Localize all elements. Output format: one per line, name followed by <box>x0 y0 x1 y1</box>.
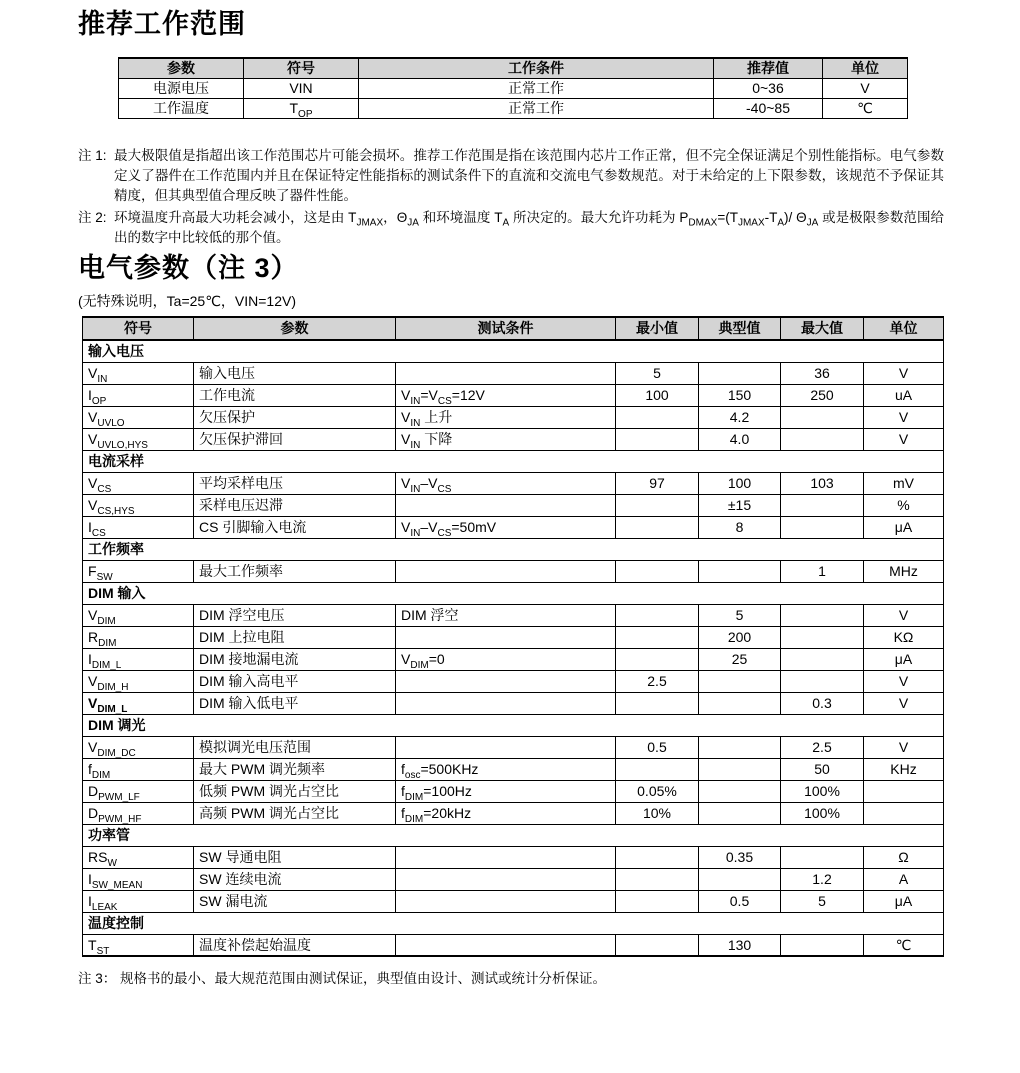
symbol-cell: $F_{SW}$ <box>83 560 194 582</box>
condition-cell: $V_{DIM}=0$ <box>396 648 616 670</box>
section-label-cell: 功率管 <box>83 824 944 846</box>
note-2-text: 环境温度升高最大功耗会减小，这是由 $T_{JMAX}$，$\Theta_{JA}$ 和环境温度 $T_A$ 所决定的。最大允许功耗为 $P_{DMAX}=(T_{JMAX}-T_A)/$ $\Theta_{JA}$ 或是极限参数范围给出的数字中比较低的那个值。 <box>114 210 944 245</box>
param-cell: SW 连续电流 <box>194 868 396 890</box>
section-row <box>83 538 944 560</box>
max-cell <box>781 648 864 670</box>
unit-cell: V <box>864 604 944 626</box>
column-header: 符号 <box>83 317 194 340</box>
param-cell: DIM 输入低电平 <box>194 692 396 714</box>
section-row <box>83 582 944 604</box>
condition-cell: $V_{IN}$ 下降 <box>396 428 616 450</box>
column-header: 工作条件 <box>359 58 714 79</box>
symbol-cell: $V_{DIM}$ <box>83 604 194 626</box>
param-cell: DIM 上拉电阻 <box>194 626 396 648</box>
min-cell: 0.05% <box>616 780 699 802</box>
param-cell: 最大工作频率 <box>194 560 396 582</box>
max-cell: 100% <box>781 780 864 802</box>
param-cell: 温度补偿起始温度 <box>194 934 396 956</box>
test-conditions-subtitle: (无特殊说明，Ta=25℃，VIN=12V) <box>78 293 297 309</box>
unit-cell <box>864 802 944 824</box>
condition-cell <box>396 670 616 692</box>
symbol-cell: $f_{DIM}$ <box>83 758 194 780</box>
typ-cell: 8 <box>699 516 781 538</box>
symbol-cell: $I_{DIM\_L}$ <box>83 648 194 670</box>
unit-cell: V <box>864 736 944 758</box>
min-cell <box>616 626 699 648</box>
table-row <box>83 692 944 714</box>
typ-cell: ±15 <box>699 494 781 516</box>
table-row <box>83 384 944 406</box>
symbol-cell: VIN <box>244 79 359 99</box>
unit-cell: V <box>864 692 944 714</box>
table-row <box>83 890 944 912</box>
unit-cell: Ω <box>864 846 944 868</box>
symbol-cell: $V_{DIM\_DC}$ <box>83 736 194 758</box>
electrical-parameters-table <box>82 316 944 957</box>
typ-cell <box>699 780 781 802</box>
typ-cell <box>699 362 781 384</box>
typ-cell: 25 <box>699 648 781 670</box>
unit-cell: μA <box>864 516 944 538</box>
value-cell: 0~36 <box>714 79 823 99</box>
min-cell <box>616 934 699 956</box>
param-cell: 采样电压迟滞 <box>194 494 396 516</box>
max-cell: 1.2 <box>781 868 864 890</box>
min-cell: 100 <box>616 384 699 406</box>
max-cell <box>781 626 864 648</box>
typ-cell: 0.35 <box>699 846 781 868</box>
typ-cell <box>699 692 781 714</box>
section-row <box>83 714 944 736</box>
max-cell <box>781 516 864 538</box>
min-cell <box>616 560 699 582</box>
condition-cell <box>396 890 616 912</box>
min-cell: 2.5 <box>616 670 699 692</box>
column-header: 推荐值 <box>714 58 823 79</box>
condition-cell: $V_{IN}-V_{CS}=50mV$ <box>396 516 616 538</box>
section-label-cell: DIM 输入 <box>83 582 944 604</box>
note-3-text: 规格书的最小、最大规范范围由测试保证，典型值由设计、测试或统计分析保证。 <box>120 971 606 986</box>
condition-cell <box>396 934 616 956</box>
table-row <box>83 780 944 802</box>
min-cell: 0.5 <box>616 736 699 758</box>
symbol-cell: $I_{SW\_MEAN}$ <box>83 868 194 890</box>
symbol-cell: $D_{PWM\_LF}$ <box>83 780 194 802</box>
unit-cell: μA <box>864 648 944 670</box>
note-1-label: 注 1: <box>78 148 107 163</box>
table-row <box>83 802 944 824</box>
max-cell: 2.5 <box>781 736 864 758</box>
table-row <box>83 516 944 538</box>
unit-cell: KΩ <box>864 626 944 648</box>
typ-cell: 4.2 <box>699 406 781 428</box>
symbol-cell: $V_{UVLO,HYS}$ <box>83 428 194 450</box>
param-cell: 工作温度 <box>119 99 244 119</box>
table-row <box>83 560 944 582</box>
param-cell: 低频 PWM 调光占空比 <box>194 780 396 802</box>
condition-cell <box>396 736 616 758</box>
symbol-cell: $I_{CS}$ <box>83 516 194 538</box>
condition-cell: $V_{IN}=V_{CS}=12V$ <box>396 384 616 406</box>
symbol-cell: $I_{OP}$ <box>83 384 194 406</box>
column-header: 符号 <box>244 58 359 79</box>
param-cell: 输入电压 <box>194 362 396 384</box>
typ-cell: 4.0 <box>699 428 781 450</box>
column-header: 测试条件 <box>396 317 616 340</box>
section-label-cell: 输入电压 <box>83 340 944 362</box>
condition-cell <box>396 626 616 648</box>
section2-title: 电气参数（注 3） <box>78 253 299 283</box>
column-header: 典型值 <box>699 317 781 340</box>
condition-cell: $f_{DIM}=100Hz$ <box>396 780 616 802</box>
table1-header-row <box>119 58 908 79</box>
table2-header-row <box>83 317 944 340</box>
section-row <box>83 824 944 846</box>
column-header: 最大值 <box>781 317 864 340</box>
symbol-cell: $R_{DIM}$ <box>83 626 194 648</box>
symbol-cell: $V_{IN}$ <box>83 362 194 384</box>
max-cell: 250 <box>781 384 864 406</box>
max-cell <box>781 406 864 428</box>
table-row <box>83 494 944 516</box>
table-row <box>83 736 944 758</box>
unit-cell: V <box>823 79 908 99</box>
max-cell <box>781 428 864 450</box>
condition-cell <box>396 868 616 890</box>
max-cell: 100% <box>781 802 864 824</box>
typ-cell: 130 <box>699 934 781 956</box>
param-cell: 最大 PWM 调光频率 <box>194 758 396 780</box>
typ-cell: 150 <box>699 384 781 406</box>
symbol-cell: $V_{DIM\_H}$ <box>83 670 194 692</box>
condition-cell: 正常工作 <box>359 79 714 99</box>
max-cell <box>781 670 864 692</box>
table-row <box>83 428 944 450</box>
table-row <box>83 626 944 648</box>
symbol-cell: $I_{LEAK}$ <box>83 890 194 912</box>
unit-cell: V <box>864 428 944 450</box>
notes-block <box>78 146 944 248</box>
max-cell: 50 <box>781 758 864 780</box>
condition-cell: $V_{IN}$ 上升 <box>396 406 616 428</box>
symbol-cell: $V_{CS,HYS}$ <box>83 494 194 516</box>
typ-cell <box>699 758 781 780</box>
symbol-cell: $T_{ST}$ <box>83 934 194 956</box>
min-cell <box>616 758 699 780</box>
condition-cell: DIM 浮空 <box>396 604 616 626</box>
section-label-cell: 工作频率 <box>83 538 944 560</box>
param-cell: 工作电流 <box>194 384 396 406</box>
table-row <box>83 406 944 428</box>
param-cell: DIM 浮空电压 <box>194 604 396 626</box>
condition-cell <box>396 560 616 582</box>
section-label-cell: 电流采样 <box>83 450 944 472</box>
condition-cell <box>396 846 616 868</box>
section-label-cell: DIM 调光 <box>83 714 944 736</box>
unit-cell: % <box>864 494 944 516</box>
typ-cell <box>699 560 781 582</box>
min-cell <box>616 890 699 912</box>
condition-cell <box>396 692 616 714</box>
min-cell <box>616 604 699 626</box>
unit-cell: ℃ <box>823 99 908 119</box>
param-cell: 平均采样电压 <box>194 472 396 494</box>
section-row <box>83 912 944 934</box>
max-cell: 36 <box>781 362 864 384</box>
unit-cell: KHz <box>864 758 944 780</box>
min-cell: 97 <box>616 472 699 494</box>
min-cell <box>616 868 699 890</box>
unit-cell <box>864 780 944 802</box>
value-cell: -40~85 <box>714 99 823 119</box>
note-3-label: 注 3： <box>78 971 117 986</box>
max-cell <box>781 604 864 626</box>
param-cell: DIM 输入高电平 <box>194 670 396 692</box>
min-cell <box>616 648 699 670</box>
symbol-cell: $V_{UVLO}$ <box>83 406 194 428</box>
typ-cell: 200 <box>699 626 781 648</box>
symbol-cell: $V_{DIM\_L}$ <box>83 692 194 714</box>
column-header: 单位 <box>823 58 908 79</box>
condition-cell: $V_{IN}-V_{CS}$ <box>396 472 616 494</box>
column-header: 参数 <box>119 58 244 79</box>
param-cell: 高频 PWM 调光占空比 <box>194 802 396 824</box>
condition-cell <box>396 362 616 384</box>
min-cell <box>616 516 699 538</box>
table-row <box>83 934 944 956</box>
unit-cell: mV <box>864 472 944 494</box>
condition-cell: $f_{osc}=500KHz$ <box>396 758 616 780</box>
symbol-cell: $T_{OP}$ <box>244 99 359 119</box>
column-header: 最小值 <box>616 317 699 340</box>
unit-cell: μA <box>864 890 944 912</box>
typ-cell <box>699 670 781 692</box>
unit-cell: V <box>864 362 944 384</box>
param-cell: 欠压保护 <box>194 406 396 428</box>
max-cell <box>781 494 864 516</box>
param-cell: 模拟调光电压范围 <box>194 736 396 758</box>
unit-cell: MHz <box>864 560 944 582</box>
unit-cell: V <box>864 406 944 428</box>
table-row <box>83 604 944 626</box>
max-cell <box>781 934 864 956</box>
section-row <box>83 340 944 362</box>
note-2-label: 注 2: <box>78 210 107 225</box>
table-row <box>83 868 944 890</box>
note-2 <box>78 208 944 248</box>
max-cell: 0.3 <box>781 692 864 714</box>
column-header: 单位 <box>864 317 944 340</box>
typ-cell <box>699 802 781 824</box>
typ-cell <box>699 736 781 758</box>
typ-cell: 5 <box>699 604 781 626</box>
param-cell: 电源电压 <box>119 79 244 99</box>
min-cell <box>616 846 699 868</box>
table-row <box>83 846 944 868</box>
unit-cell: V <box>864 670 944 692</box>
note-1-text: 最大极限值是指超出该工作范围芯片可能会损坏。推荐工作范围是指在该范围内芯片工作正常，但不完全保证满足个别性能指标。电气参数定义了器件在工作范围内并且在保证特定性能指标的测试条件下的直流和交流电气参数规范。对于未给定的上下限参数，该规范不予保证其精度，但其典型值合理反映了器件性能。 <box>114 148 944 203</box>
param-cell: DIM 接地漏电流 <box>194 648 396 670</box>
unit-cell: ℃ <box>864 934 944 956</box>
section-row <box>83 450 944 472</box>
condition-cell <box>396 494 616 516</box>
table-row <box>119 99 908 119</box>
section-label-cell: 温度控制 <box>83 912 944 934</box>
typ-cell: 0.5 <box>699 890 781 912</box>
min-cell <box>616 428 699 450</box>
min-cell <box>616 692 699 714</box>
param-cell: SW 导通电阻 <box>194 846 396 868</box>
param-cell: SW 漏电流 <box>194 890 396 912</box>
symbol-cell: $V_{CS}$ <box>83 472 194 494</box>
table-row <box>83 472 944 494</box>
condition-cell: 正常工作 <box>359 99 714 119</box>
note-3 <box>78 969 944 989</box>
param-cell: 欠压保护滞回 <box>194 428 396 450</box>
table-row <box>83 758 944 780</box>
symbol-cell: $D_{PWM\_HF}$ <box>83 802 194 824</box>
max-cell: 1 <box>781 560 864 582</box>
min-cell <box>616 494 699 516</box>
typ-cell <box>699 868 781 890</box>
condition-cell: $f_{DIM}=20kHz$ <box>396 802 616 824</box>
max-cell: 103 <box>781 472 864 494</box>
min-cell: 5 <box>616 362 699 384</box>
table-row <box>119 79 908 99</box>
table-row <box>83 670 944 692</box>
table-row <box>83 648 944 670</box>
unit-cell: uA <box>864 384 944 406</box>
symbol-cell: $RS_W$ <box>83 846 194 868</box>
section1-title: 推荐工作范围 <box>78 9 246 39</box>
column-header: 参数 <box>194 317 396 340</box>
typ-cell: 100 <box>699 472 781 494</box>
unit-cell: A <box>864 868 944 890</box>
note-1 <box>78 146 944 206</box>
min-cell <box>616 406 699 428</box>
max-cell <box>781 846 864 868</box>
min-cell: 10% <box>616 802 699 824</box>
recommended-operating-range-table <box>118 57 908 119</box>
max-cell: 5 <box>781 890 864 912</box>
param-cell: CS 引脚输入电流 <box>194 516 396 538</box>
table-row <box>83 362 944 384</box>
